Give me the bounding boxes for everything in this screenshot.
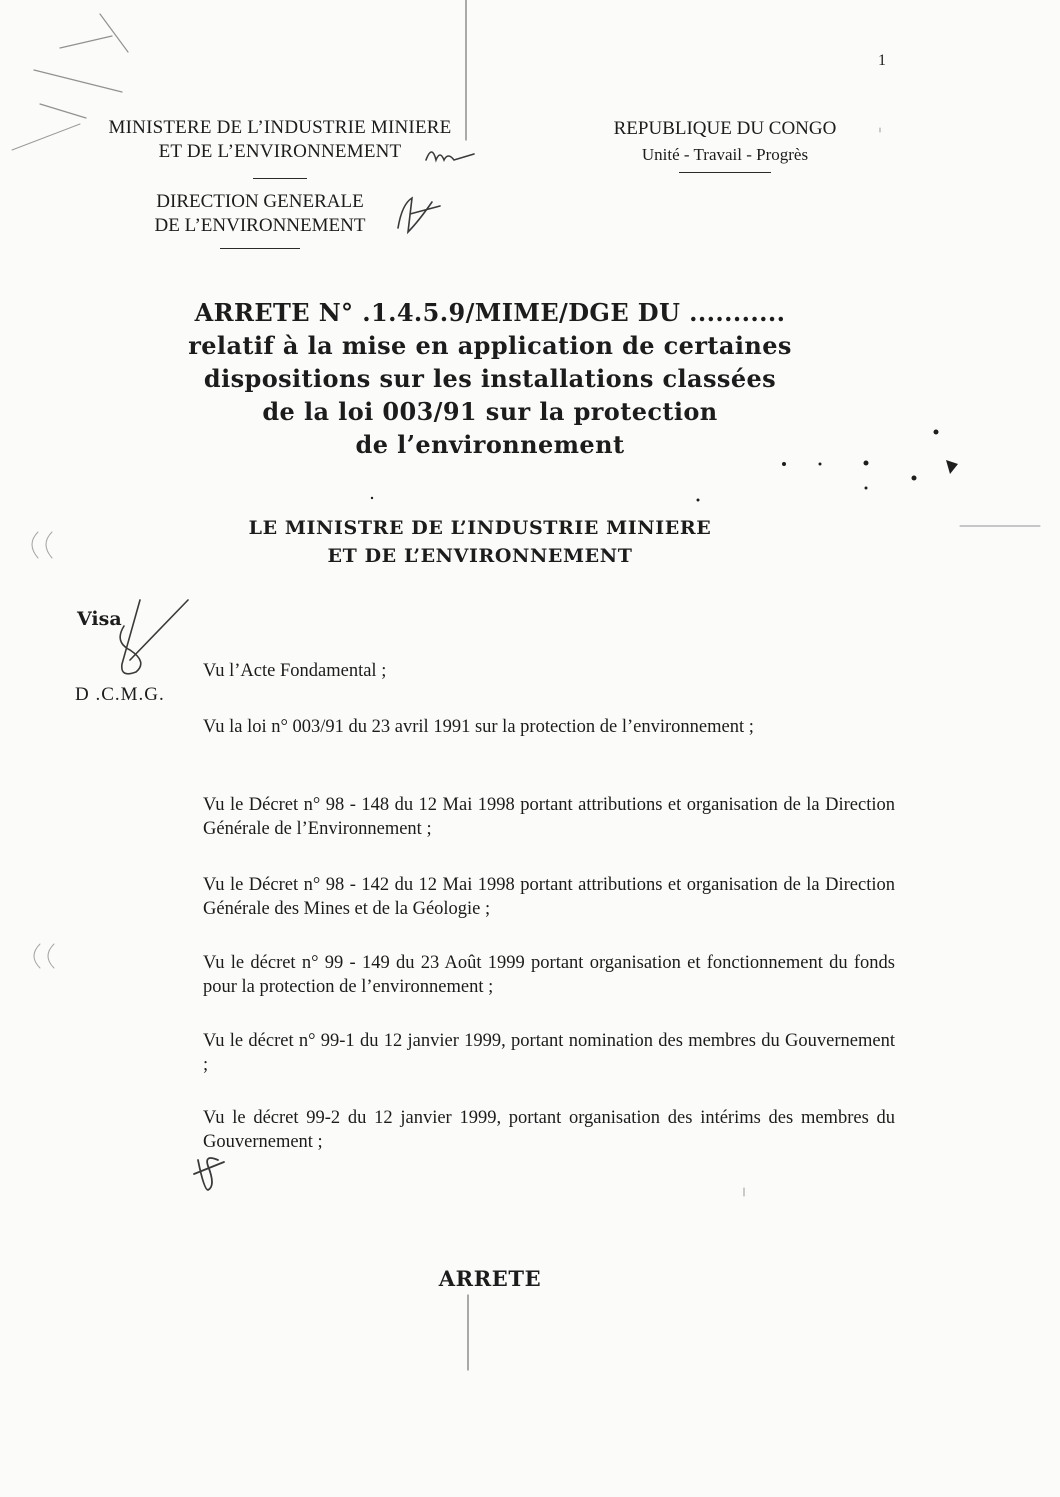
ink-speck: [782, 462, 786, 466]
decree-title-line-1: ARRETE N° .1.4.5.9/MIME/DGE DU ...........: [194, 298, 786, 327]
direction-line-1: DIRECTION GENERALE: [156, 191, 364, 212]
margin-mark: [34, 944, 54, 968]
consideration-item: Vu le décret n° 99 - 149 du 23 Août 1999 portant organisation et fonctionnement du fonds pour la protection de l’environnement ;: [203, 953, 895, 997]
ink-speck: [819, 463, 822, 466]
dcmg-label: D .C.M.G.: [75, 684, 165, 705]
consideration-item: Vu le décret n° 99-1 du 12 janvier 1999, portant nomination des membres du Gouvernement ;: [203, 1031, 895, 1075]
arrete-heading: ARRETE: [438, 1266, 542, 1291]
ink-speck: [912, 476, 917, 481]
ink-speck: [865, 487, 868, 490]
decree-title-line-3: dispositions sur les installations classées: [203, 364, 777, 393]
republic-name: REPUBLIQUE DU CONGO: [613, 118, 837, 139]
ink-speck: [934, 430, 939, 435]
consideration-item: Vu le décret 99-2 du 12 janvier 1999, portant organisation des intérims des membres du Gouvernement ;: [203, 1108, 895, 1152]
decree-title-line-2: relatif à la mise en application de certaines: [188, 331, 792, 360]
ink-speck: [864, 461, 869, 466]
decree-title: [120, 296, 860, 461]
ink-speck: [946, 460, 958, 474]
margin-mark: [32, 532, 52, 558]
consideration-item: Vu le Décret n° 98 - 142 du 12 Mai 1998 portant attributions et organisation de la Direction Générale des Mines et de la Géologie ;: [203, 875, 895, 919]
ministry-header: [60, 116, 500, 179]
republic-separator: [679, 172, 771, 173]
decree-title-line-4: de la loi 003/91 sur la protection: [262, 397, 718, 426]
republic-header: [565, 116, 885, 173]
republic-motto: Unité - Travail - Progrès: [641, 145, 809, 164]
consideration-item: Vu la loi n° 003/91 du 23 avril 1991 sur la protection de l’environnement ;: [203, 717, 754, 737]
corner-scribble: [34, 14, 128, 118]
direction-header: [110, 190, 410, 249]
ink-speck: [697, 499, 700, 502]
minister-line-2: ET DE L’ENVIRONNEMENT: [327, 545, 633, 567]
page-number: 1: [878, 52, 886, 69]
decree-title-line-5: de l’environnement: [355, 430, 625, 459]
consideration-item: Vu le Décret n° 98 - 148 du 12 Mai 1998 portant attributions et organisation de la Direction Générale de l’Environnement ;: [203, 795, 895, 839]
visa-label: Visa: [77, 608, 122, 630]
bottom-initials: [194, 1158, 224, 1190]
ministry-line-1: MINISTERE DE L’INDUSTRIE MINIERE: [108, 117, 452, 138]
minister-line-1: LE MINISTRE DE L’INDUSTRIE MINIERE: [248, 517, 712, 539]
minister-heading: [150, 514, 810, 570]
direction-separator: [220, 248, 300, 249]
ministry-line-2: ET DE L’ENVIRONNEMENT: [158, 141, 402, 162]
visa-signature: [120, 600, 188, 674]
ministry-separator: [253, 178, 307, 179]
consideration-item: Vu l’Acte Fondamental ;: [203, 661, 387, 681]
direction-line-2: DE L’ENVIRONNEMENT: [154, 215, 366, 236]
ink-speck: [371, 497, 373, 499]
